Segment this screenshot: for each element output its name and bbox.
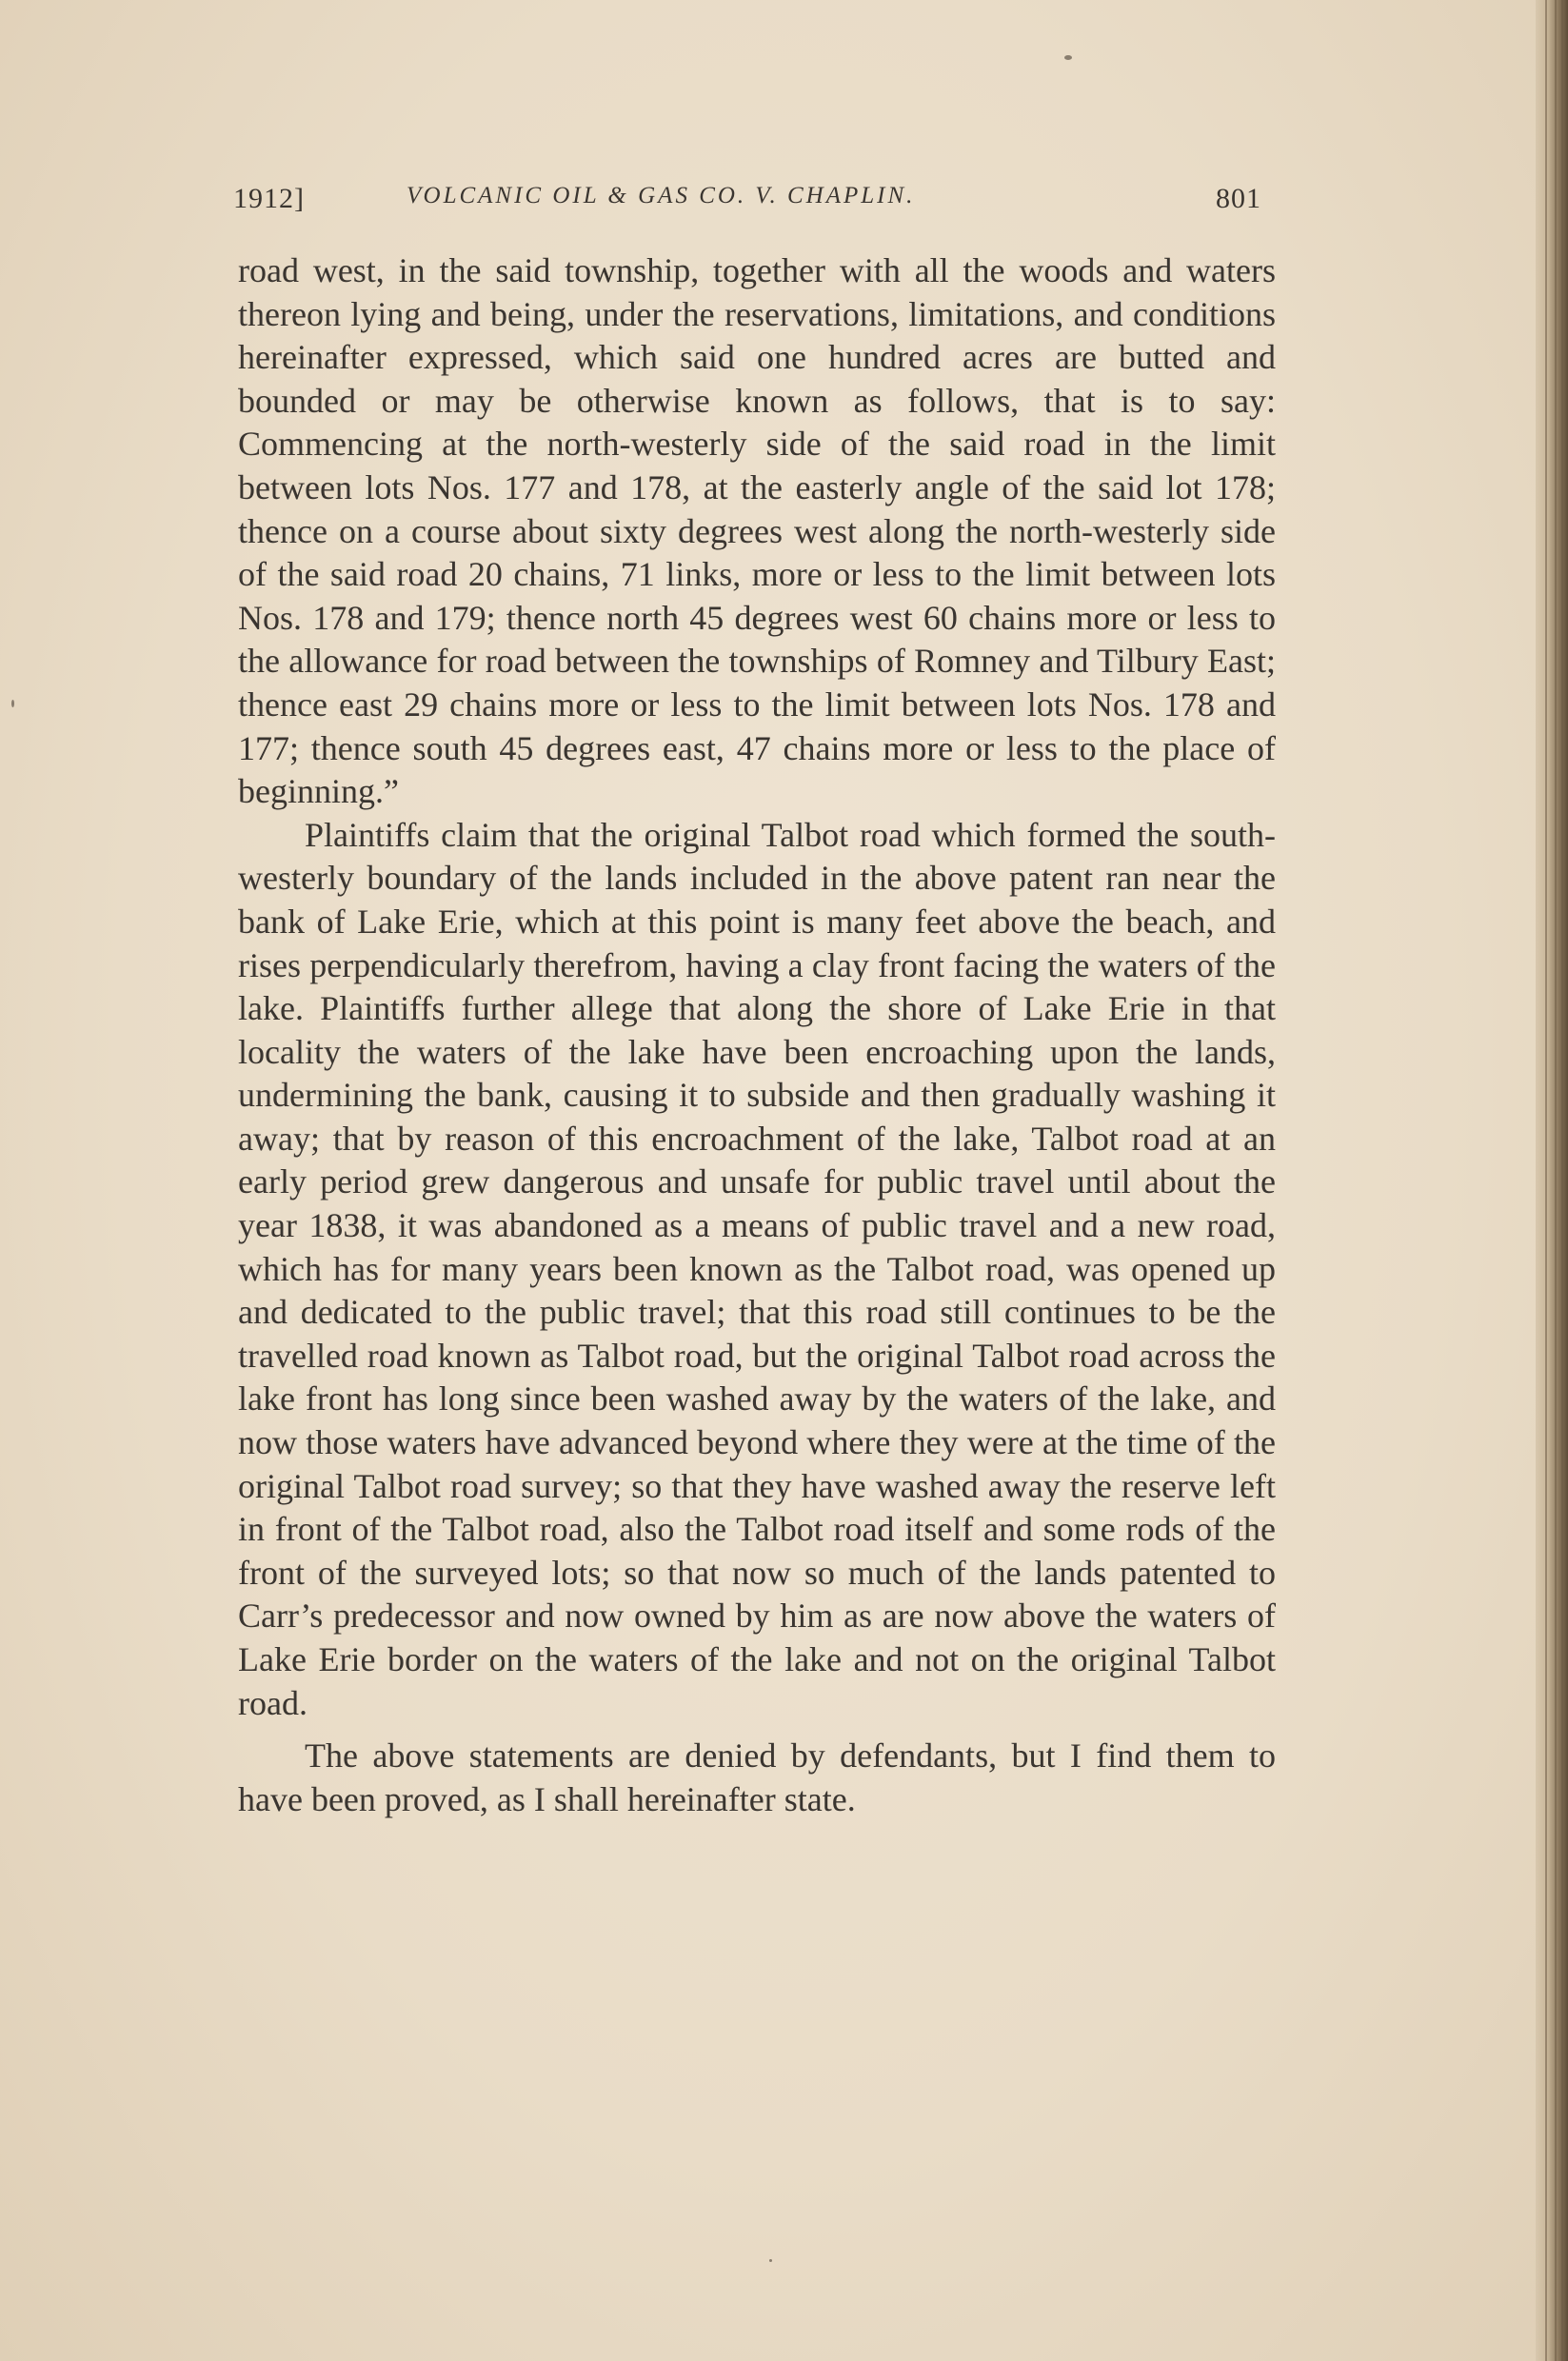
running-header <box>233 183 1261 230</box>
paper-speck <box>1064 55 1072 60</box>
paper-speck <box>769 2259 772 2262</box>
body-text <box>238 249 1276 1821</box>
paragraph-patent-description: road west, in the said township, together with all the woods and waters thereon lying and being, under the reservations, limitations, and conditions hereinafter expressed, which said one hundred acres are butted and bounded or may be otherwise known as follows, that is to say: Commencing at the north-westerly side of the said road in the limit between lots Nos. 177 and 178, at the easterly angle of the said lot 178; thence on a course about sixty degrees west along the north-westerly side of the said road 20 chains, 71 links, more or less to the limit between lots Nos. 178 and 179; thence north 45 degrees west 60 chains more or less to the allowance for road between the townships of Romney and Tilbury East; thence east 29 chains more or less to the limit between lots Nos. 178 and 177; thence south 45 degrees east, 47 chains more or less to the place of beginning.” <box>238 251 1276 811</box>
binding-line <box>1545 0 1547 2361</box>
paragraph-finding: The above statements are denied by defendants, but I find them to have been proved, as I shall hereinafter state. <box>238 1736 1276 1818</box>
page-number: 801 <box>1216 183 1261 214</box>
binding-line <box>1561 0 1563 2361</box>
header-year: 1912] <box>233 183 305 214</box>
header-case-title: VOLCANIC OIL & GAS CO. V. CHAPLIN. <box>407 183 916 208</box>
paper-speck <box>11 700 14 707</box>
paragraph-plaintiffs-claim: Plaintiffs claim that the original Talbot road which formed the south-westerly boundary of the lands included in the above patent ran near the bank of Lake Erie, which at this point is many feet above the beach, and rises perpendicularly therefrom, having a clay front facing the waters of the lake. Plaintiffs further allege that along the shore of Lake Erie in that locality the waters of the lake have been encroaching upon the lands, undermining the bank, causing it to subside and then gradually washing it away; that by reason of this encroachment of the lake, Talbot road at an early period grew dangerous and unsafe for public travel until about the year 1838, it was abandoned as a means of public travel and a new road, which has for many years been known as the Talbot road, was opened up and dedicated to the public travel; that this road still continues to be the travelled road known as Talbot road, but the original Talbot road across the lake front has long since been washed away by the waters of the lake, and now those waters have advanced beyond where they were at the time of the original Talbot road survey; so that they have washed away the reserve left in front of the Talbot road, also the Talbot road itself and some rods of the front of the surveyed lots; so that now so much of the lands patented to Carr’s predecessor and now owned by him as are now above the waters of Lake Erie border on the waters of the lake and not on the original Talbot road. <box>238 815 1276 1722</box>
binding-line <box>1555 0 1557 2361</box>
